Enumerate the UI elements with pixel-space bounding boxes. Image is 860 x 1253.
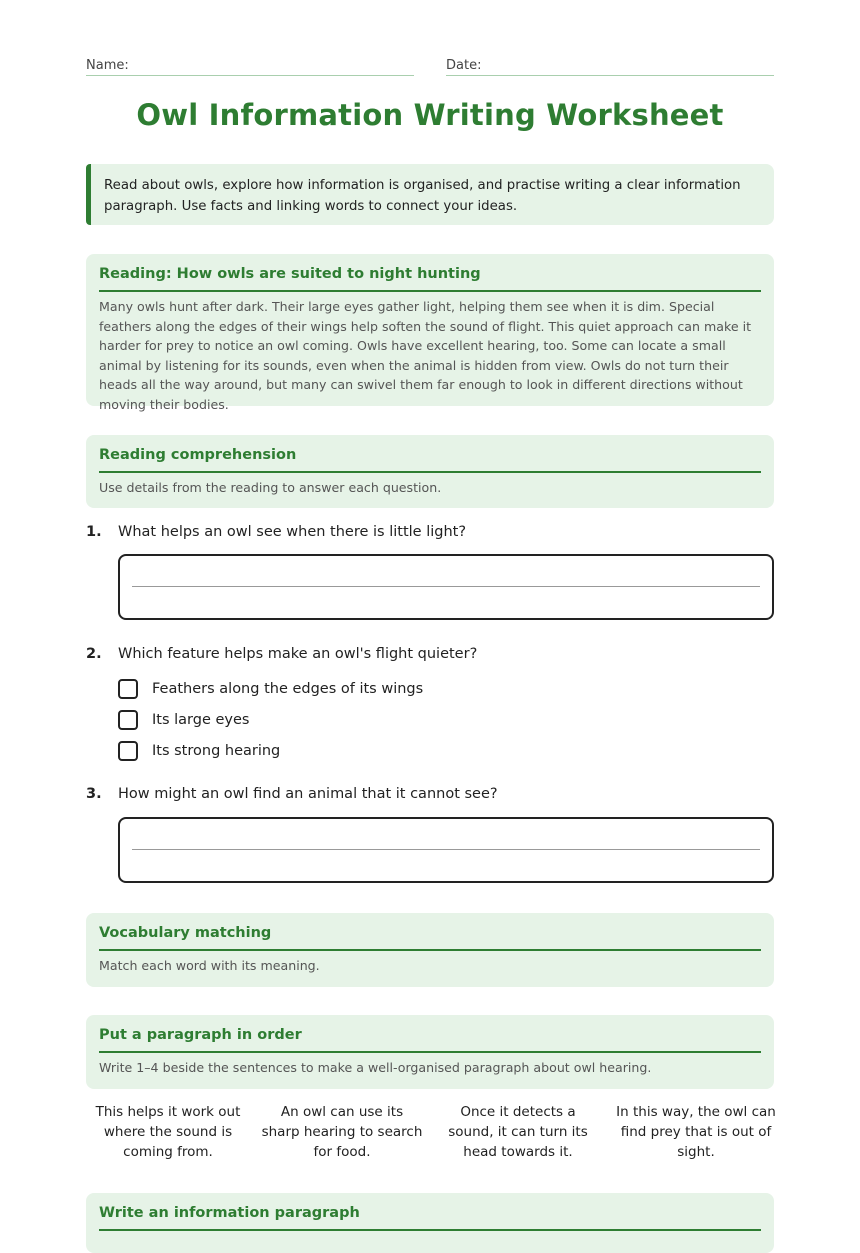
checkbox[interactable]	[118, 710, 138, 730]
question-text: How might an owl find an animal that it cannot see?	[118, 786, 498, 802]
question-number: 1.	[86, 524, 102, 540]
option-3[interactable]	[118, 741, 518, 765]
option-1[interactable]	[118, 679, 518, 703]
page-title: Owl Information Writing Worksheet	[136, 98, 724, 132]
date-field[interactable]	[446, 54, 774, 76]
intro-box: Read about owls, explore how information is organised, and practise writing a clear information paragraph. Use facts and linking words to connect your ideas.	[86, 164, 774, 225]
question-number: 3.	[86, 786, 102, 802]
ordering-sentences	[86, 1102, 774, 1166]
comprehension-instruction: Use details from the reading to answer each question.	[99, 480, 442, 495]
vocabulary-instruction: Match each word with its meaning.	[99, 958, 320, 973]
question-1	[86, 524, 774, 544]
writing-section	[86, 1193, 774, 1253]
order-sentence: An owl can use its sharp hearing to search for food.	[261, 1104, 423, 1160]
option-label: Feathers along the edges of its wings	[152, 681, 424, 697]
answer-line	[132, 849, 760, 850]
name-label: Name:	[86, 58, 129, 73]
option-2[interactable]	[118, 710, 518, 734]
vocabulary-heading: Vocabulary matching	[99, 913, 761, 951]
comprehension-section	[86, 435, 774, 508]
question-2	[86, 646, 774, 666]
question-text: What helps an owl see when there is little light?	[118, 524, 467, 540]
order-sentence: This helps it work out where the sound is coming from.	[95, 1104, 241, 1160]
vocabulary-section	[86, 913, 774, 987]
answer-box-1[interactable]	[118, 554, 774, 620]
ordering-section	[86, 1015, 774, 1089]
option-label: Its strong hearing	[152, 743, 281, 759]
answer-box-3[interactable]	[118, 817, 774, 883]
writing-heading: Write an information paragraph	[99, 1193, 761, 1231]
question-number: 2.	[86, 646, 102, 662]
option-label: Its large eyes	[152, 712, 250, 728]
order-sentence: Once it detects a sound, it can turn its head towards it.	[448, 1104, 588, 1160]
reading-text: Many owls hunt after dark. Their large eyes gather light, helping them see when it is dim. Special feathers along the edges of their wings help soften the sound of flight. This quiet approach can make it harder for prey to notice an owl coming. Owls have excellent hearing, too. Some can locate a small animal by listening for its sounds, even when the animal is hidden from view. Owls do not turn their heads all the way around, but many can swivel them far enough to look in different directions without moving their bodies.	[99, 299, 752, 412]
name-date-row	[86, 54, 774, 76]
checkbox[interactable]	[118, 679, 138, 699]
reading-heading: Reading: How owls are suited to night hunting	[99, 254, 761, 292]
date-label: Date:	[446, 58, 482, 73]
ordering-instruction: Write 1–4 beside the sentences to make a well-organised paragraph about owl hearing.	[99, 1060, 652, 1075]
question-text: Which feature helps make an owl's flight quieter?	[118, 646, 478, 662]
ordering-heading: Put a paragraph in order	[99, 1015, 761, 1053]
name-field[interactable]	[86, 54, 414, 76]
comprehension-heading: Reading comprehension	[99, 435, 761, 473]
answer-line	[132, 586, 760, 587]
question-3	[86, 786, 774, 806]
order-sentence: In this way, the owl can find prey that is out of sight.	[616, 1104, 776, 1160]
reading-section	[86, 254, 774, 412]
checkbox[interactable]	[118, 741, 138, 761]
